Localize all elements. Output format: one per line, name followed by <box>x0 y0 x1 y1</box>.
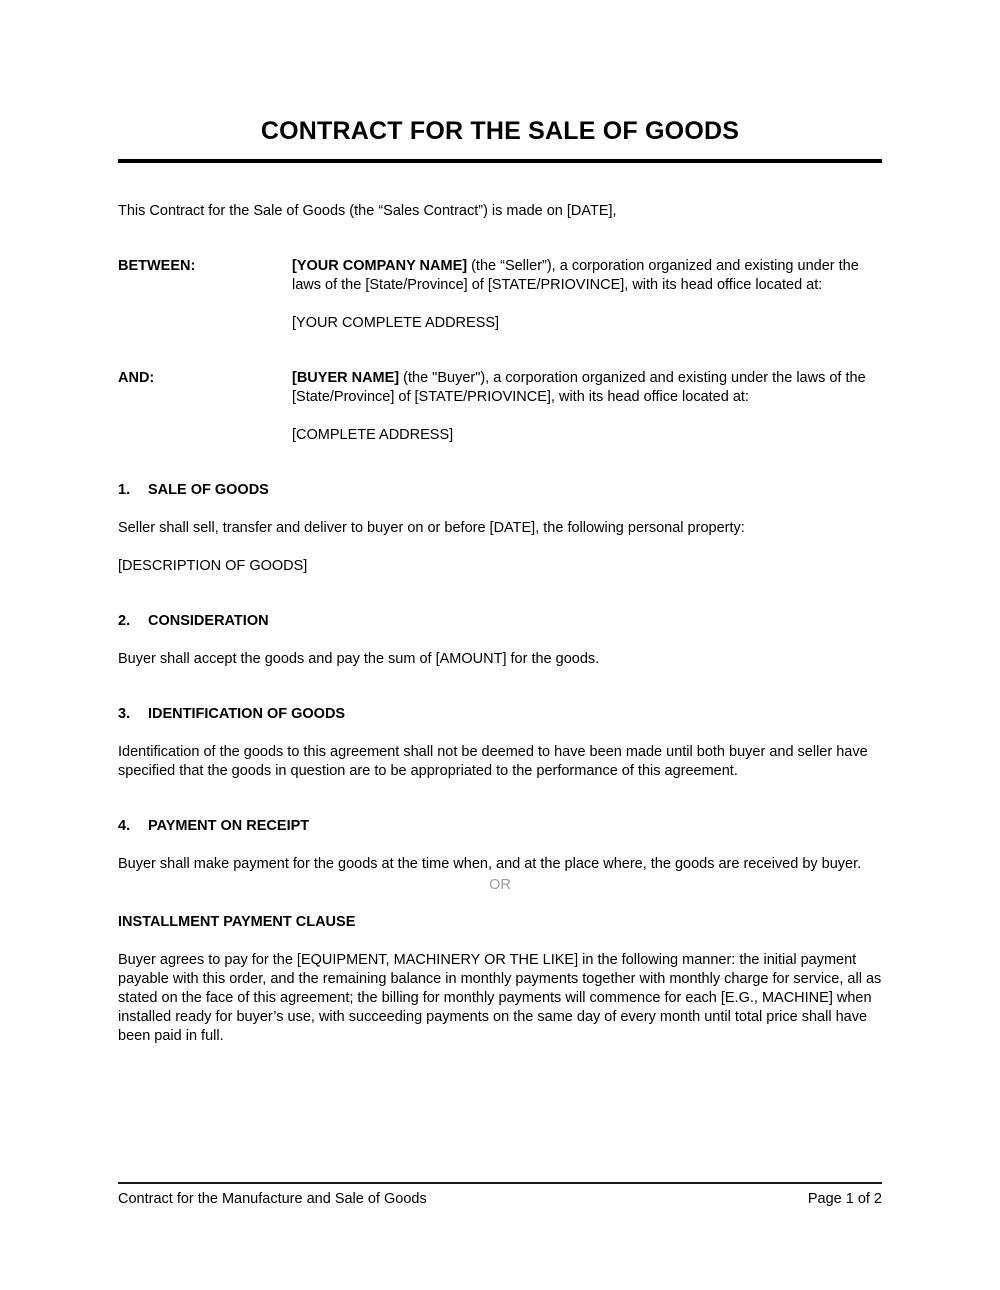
party-and-text <box>292 369 882 407</box>
section-1-number: 1. <box>118 482 131 498</box>
section-2-heading <box>118 612 882 631</box>
section-2-body: Buyer shall accept the goods and pay the sum of [AMOUNT] for the goods. <box>118 651 600 667</box>
section-3-heading-label: IDENTIFICATION OF GOODS <box>148 706 346 722</box>
section-2-number: 2. <box>118 613 131 629</box>
section-4-heading <box>118 817 882 836</box>
footer-page-number: Page 1 of 2 <box>807 1191 882 1207</box>
section-3-heading <box>118 705 882 724</box>
or-separator: OR <box>489 877 511 893</box>
section-4-number: 4. <box>118 818 131 834</box>
party-and <box>118 369 882 445</box>
installment-clause-body: Buyer agrees to pay for the [EQUIPMENT, MACHINERY OR THE LIKE] in the following manner: the initial payment payable with this order, and the remaining balance in monthly payments together with monthly charge for service, all as stated on the face of this agreement; the billing for monthly payments will commence for each [E.G., MACHINE] when installed ready for buyer’s use, with succeeding payments on the same day of every month until total price shall have been paid in full. <box>118 952 882 1044</box>
section-2-heading-label: CONSIDERATION <box>148 613 269 629</box>
party-and-description: (the "Buyer"), a corporation organized and existing under the laws of the [State/Province] of [STATE/PRIOVINCE], with its head office located at: <box>292 370 866 405</box>
party-and-address: [COMPLETE ADDRESS] <box>292 427 454 443</box>
installment-clause-heading: INSTALLMENT PAYMENT CLAUSE <box>118 914 356 930</box>
section-4-body: Buyer shall make payment for the goods at the time when, and at the place where, the goods are received by buyer. <box>118 856 862 872</box>
party-between-body <box>292 257 882 333</box>
section-1-heading-label: SALE OF GOODS <box>148 482 269 498</box>
party-between-description: (the “Seller”), a corporation organized and existing under the laws of the [State/Province] of [STATE/PRIOVINCE], with its head office located at: <box>292 258 859 293</box>
party-between-address: [YOUR COMPLETE ADDRESS] <box>292 315 500 331</box>
party-and-name: [BUYER NAME] <box>292 370 400 386</box>
party-between <box>118 257 882 333</box>
section-4-heading-label: PAYMENT ON RECEIPT <box>148 818 310 834</box>
document-title: CONTRACT FOR THE SALE OF GOODS <box>260 117 740 145</box>
intro-paragraph: This Contract for the Sale of Goods (the “Sales Contract”) is made on [DATE], <box>118 203 617 219</box>
section-3-number: 3. <box>118 706 131 722</box>
page-footer <box>118 1182 882 1209</box>
party-and-label: AND: <box>118 370 155 386</box>
section-1-heading <box>118 481 882 500</box>
title-rule <box>118 159 882 163</box>
party-between-name: [YOUR COMPANY NAME] <box>292 258 468 274</box>
footer-document-title: Contract for the Manufacture and Sale of Goods <box>118 1191 427 1207</box>
section-1-description-placeholder: [DESCRIPTION OF GOODS] <box>118 558 308 574</box>
party-between-label: BETWEEN: <box>118 258 196 274</box>
section-3-body: Identification of the goods to this agreement shall not be deemed to have been made until both buyer and seller have specified that the goods in question are to be appropriated to the performance of this agreement. <box>118 744 868 779</box>
section-1-body: Seller shall sell, transfer and deliver to buyer on or before [DATE], the following personal property: <box>118 520 745 536</box>
party-between-text <box>292 257 882 295</box>
party-and-body <box>292 369 882 445</box>
